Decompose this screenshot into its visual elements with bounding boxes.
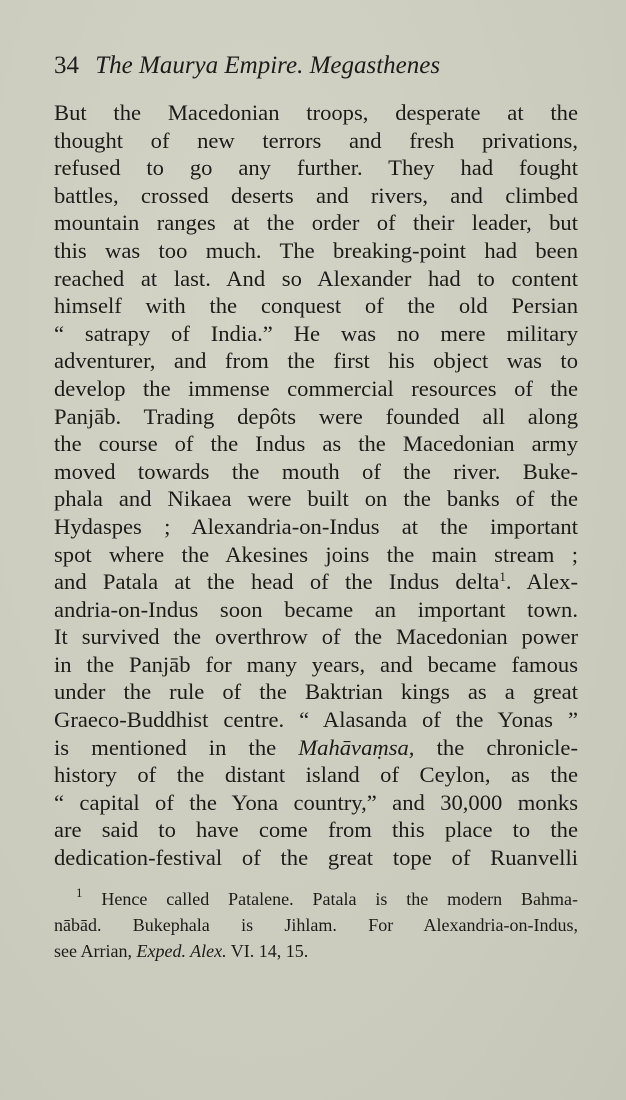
- text-line: battles, crossed deserts and rivers, and climbed: [54, 182, 578, 208]
- footnote-text: see Arrian,: [54, 941, 132, 961]
- footnote-text: VI. 14, 15.: [230, 941, 309, 961]
- running-header: [54, 50, 574, 82]
- text-line: refused to go any further. They had fought: [54, 155, 578, 181]
- text-line: history of the distant island of Ceylon, as the: [54, 762, 578, 788]
- text-line: It survived the overthrow of the Macedonian power: [54, 624, 578, 650]
- text-line: But the Macedonian troops, desperate at the: [54, 100, 578, 125]
- text-line: this was too much. The breaking-point had been: [54, 237, 578, 263]
- text-line-end: the chronicle-: [436, 734, 578, 760]
- footnote-line: [54, 886, 578, 912]
- text-line: Hydaspes ; Alexandria-on-Indus at the important: [54, 513, 578, 539]
- text-line: are said to have come from this place to the: [54, 817, 578, 843]
- text-line: moved towards the mouth of the river. Buke-: [54, 458, 578, 484]
- text-line: himself with the conquest of the old Persian: [54, 293, 578, 319]
- footnote-italic: Exped. Alex.: [136, 941, 227, 961]
- text-line: under the rule of the Baktrian kings as a great: [54, 679, 578, 705]
- text-line: the course of the Indus as the Macedonian army: [54, 431, 578, 457]
- text-line-with-footnote-ref: [54, 568, 578, 596]
- italic-title: Mahāvaṃsa,: [298, 734, 415, 760]
- running-subtitle: Megasthenes: [309, 52, 441, 79]
- text-line: reached at last. And so Alexander had to content: [54, 265, 578, 291]
- running-title: The Maurya Empire.: [95, 52, 304, 79]
- text-line: “ satrapy of India.” He was no mere military: [54, 320, 578, 346]
- text-line: Graeco-Buddhist centre. “ Alasanda of the Yonas ”: [54, 707, 578, 733]
- text-line: thought of new terrors and fresh privations,: [54, 127, 578, 153]
- text-line-start: is mentioned in the: [54, 734, 277, 760]
- body-text: [54, 99, 578, 872]
- text-line: mountain ranges at the order of their leader, but: [54, 210, 578, 236]
- text-line-start: and Patala at the head of the Indus delta: [54, 569, 500, 595]
- text-line: adventurer, and from the first his object was to: [54, 348, 578, 374]
- footnote-line: [54, 938, 578, 964]
- text-line: develop the immense commercial resources of the: [54, 375, 578, 401]
- footnote: [54, 886, 578, 964]
- text-line: phala and Nikaea were built on the banks of the: [54, 486, 578, 512]
- text-line: dedication-festival of the great tope of Ruanvelli: [54, 845, 578, 871]
- text-line: “ capital of the Yona country,” and 30,000 monks: [54, 789, 578, 815]
- text-line: spot where the Akesines joins the main stream ;: [54, 541, 578, 567]
- text-line-end: . Alex-: [505, 569, 578, 595]
- text-line: Panjāb. Trading depôts were founded all along: [54, 403, 578, 429]
- footnote-reference: 1: [499, 569, 506, 585]
- footnote-marker: 1: [76, 885, 83, 900]
- footnote-text: Hence called Patalene. Patala is the modern Bahma-: [101, 889, 579, 909]
- page-number: 34: [54, 52, 79, 79]
- text-line: in the Panjāb for many years, and became famous: [54, 651, 578, 677]
- footnote-line: nābād. Bukephala is Jihlam. For Alexandria-on-Indus,: [54, 915, 578, 935]
- text-line: andria-on-Indus soon became an important town.: [54, 596, 578, 622]
- text-line-with-italic: [54, 734, 578, 762]
